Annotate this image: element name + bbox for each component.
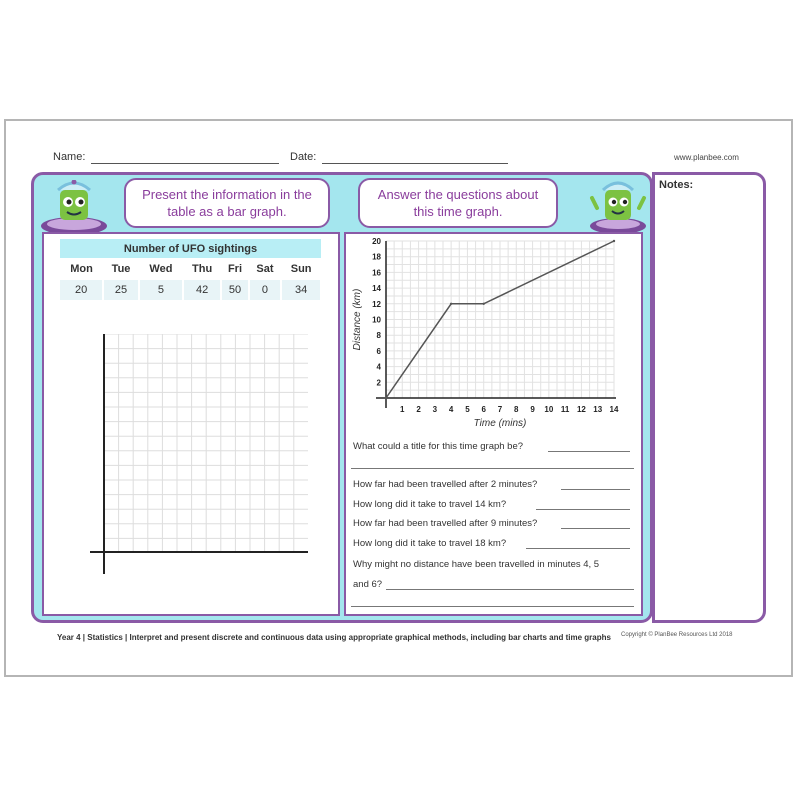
notes-panel[interactable] [652, 172, 766, 623]
y-tick-label: 12 [372, 299, 381, 309]
instruction-bubble-right [358, 178, 558, 228]
y-tick-label: 10 [372, 315, 381, 325]
x-tick-label: 11 [560, 405, 570, 414]
table-cell: 50 [221, 280, 248, 300]
day-header: Tue [111, 263, 131, 275]
notes-title: Notes: [659, 179, 694, 191]
ufo-sightings-table [60, 239, 322, 300]
data-point [385, 397, 387, 399]
bubble-right-line1: Answer the questions about [377, 187, 539, 202]
data-point [613, 240, 615, 242]
table-cell: 20 [60, 280, 103, 300]
y-tick-label: 6 [376, 346, 381, 356]
bubble-left-line2: table as a bar graph. [167, 204, 287, 219]
x-tick-label: 10 [544, 405, 554, 414]
answer-line-2[interactable] [561, 489, 630, 490]
table-cell: 5 [139, 280, 183, 300]
table-cell: 25 [103, 280, 139, 300]
day-header: Sun [290, 263, 312, 275]
day-header: Thu [192, 263, 213, 275]
blank-bar-graph-grid[interactable] [86, 334, 314, 576]
day-header: Sat [256, 263, 274, 275]
bubble-right-line2: this time graph. [413, 204, 503, 219]
instruction-bubble-left [124, 178, 330, 228]
y-axis-label: Distance (km) [352, 288, 363, 351]
x-tick-label: 3 [432, 405, 438, 414]
x-tick-label: 6 [481, 405, 486, 414]
x-tick-label: 8 [514, 405, 519, 414]
x-tick-label: 12 [576, 405, 586, 414]
y-tick-label: 20 [372, 237, 381, 246]
bubble-left-line1: Present the information in the [142, 187, 312, 202]
y-tick-label: 4 [376, 362, 381, 372]
name-label: Name: [53, 151, 86, 163]
answer-line-1b[interactable] [351, 468, 634, 469]
alien-ufo-icon [38, 180, 110, 238]
x-tick-label: 9 [530, 405, 535, 414]
x-tick-label: 5 [465, 405, 470, 414]
name-field[interactable] [91, 163, 279, 164]
y-tick-label: 2 [376, 378, 381, 388]
question-2: How far had been travelled after 2 minutes? [353, 479, 538, 490]
y-tick-label: 14 [372, 284, 381, 294]
table-cell: 42 [183, 280, 222, 300]
x-tick-label: 13 [593, 405, 603, 414]
x-tick-label: 4 [448, 405, 454, 414]
question-1: What could a title for this time graph be? [353, 441, 524, 452]
curriculum-footer: Year 4 | Statistics | Interpret and present discrete and continuous data using appropriate graphical methods, including bar charts and time graphs [57, 633, 611, 642]
question-6: Why might no distance have been travelled in minutes 4, 5 [353, 559, 600, 570]
data-point [483, 303, 485, 305]
answer-line-6b[interactable] [351, 606, 634, 607]
question-3: How long did it take to travel 14 km? [353, 499, 507, 510]
x-tick-label: 14 [609, 405, 619, 414]
question-4: How far had been travelled after 9 minutes? [353, 518, 538, 529]
answer-line-4[interactable] [561, 528, 630, 529]
x-axis-label: Time (mins) [473, 418, 527, 429]
answer-line-5[interactable] [526, 548, 630, 549]
table-title: Number of UFO sightings [60, 239, 321, 258]
alien-waving-icon [588, 178, 648, 238]
y-tick-label: 16 [372, 268, 381, 278]
y-tick-label: 8 [376, 331, 381, 341]
x-tick-label: 2 [416, 405, 421, 414]
date-field[interactable] [322, 163, 508, 164]
day-header: Wed [149, 263, 173, 275]
website-link[interactable]: www.planbee.com [674, 153, 739, 162]
table-cell: 34 [281, 280, 321, 300]
x-tick-label: 7 [497, 405, 503, 414]
question-6-cont: and 6? [353, 579, 383, 590]
answer-line-6[interactable] [386, 589, 634, 590]
time-graph-chart [348, 234, 640, 432]
y-tick-label: 18 [372, 252, 381, 262]
table-cell: 0 [249, 280, 282, 300]
answer-line-3[interactable] [536, 509, 630, 510]
data-point [450, 303, 452, 305]
answer-line-1[interactable] [548, 451, 630, 452]
day-header: Mon [70, 263, 93, 275]
question-5: How long did it take to travel 18 km? [353, 538, 507, 549]
copyright: Copyright © PlanBee Resources Ltd 2018 [621, 632, 733, 638]
date-label: Date: [290, 151, 317, 163]
x-tick-label: 1 [400, 405, 405, 414]
day-header: Fri [227, 263, 243, 275]
